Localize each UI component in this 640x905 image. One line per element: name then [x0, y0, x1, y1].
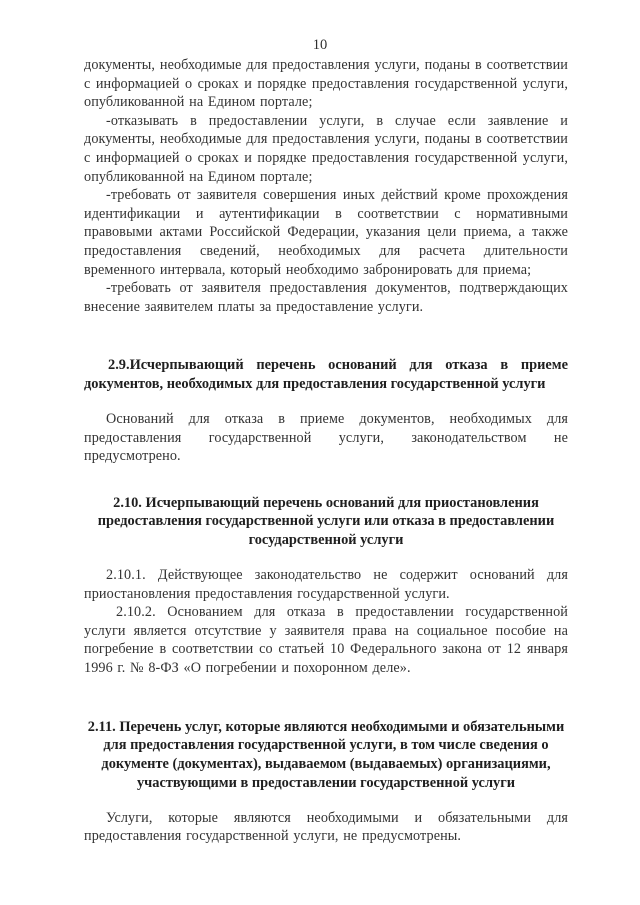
paragraph-require-documents-item: -требовать от заявителя предоставления документов, подтверждающих внесение заявителем платы за предоставление услуги. [84, 280, 568, 315]
section-2-10-heading: 2.10. Исчерпывающий перечень оснований для приостановления предоставления государственной услуги или отказа в предоставлении государственной услуги [97, 494, 555, 549]
paragraph-refuse-item: -отказывать в предоставлении услуги, в случае если заявление и документы, необходимые для предоставления услуги, поданы в соответствии с информацией о сроках и порядке предоставления государственной услуги, опубликованной на Едином портале; [84, 112, 568, 185]
page-content [84, 56, 568, 846]
section-2-11-heading: 2.11. Перечень услуг, которые являются необходимыми и обязательными для предоставления государственной услуги, в том числе сведения о документе (документах), выдаваемом (выдаваемых) организациями, участвующими в предоставлении государственной услуги [87, 718, 565, 792]
page-number: 10 [312, 37, 328, 53]
section-2-9-heading: 2.9.Исчерпывающий перечень оснований для отказа в приеме документов, необходимых для предоставления государственной услуги [84, 357, 568, 393]
paragraph-require-actions-item: -требовать от заявителя совершения иных действий кроме прохождения идентификации и аутентификации в соответствии с нормативными правовыми актами Российской Федерации, указания цели приема, а также предоставления сведений, необходимых для расчета длительности временного интервала, который необходимо забронировать для приема; [84, 187, 568, 278]
section-2-11-paragraph: Услуги, которые являются необходимыми и обязательными для предоставления государственной услуги, не предусмотрены. [84, 809, 568, 845]
section-2-10-2-paragraph: 2.10.2. Основанием для отказа в предоставлении государственной услуги является отсутствие у заявителя права на социальное пособие на погребение в соответствии со статьей 10 Федерального закона от 12 января 1996 г. № 8-ФЗ «О погребении и похоронном деле». [84, 604, 568, 677]
section-2-9-paragraph: Оснований для отказа в приеме документов, необходимых для предоставления государственной услуги, законодательством не предусмотрено. [84, 410, 568, 465]
section-2-10-1-paragraph: 2.10.1. Действующее законодательство не содержит оснований для приостановления предоставления государственной услуги. [84, 567, 568, 602]
paragraph-continuation: документы, необходимые для предоставления услуги, поданы в соответствии с информацией о сроках и порядке предоставления государственной услуги, опубликованной на Едином портале; [84, 57, 568, 111]
